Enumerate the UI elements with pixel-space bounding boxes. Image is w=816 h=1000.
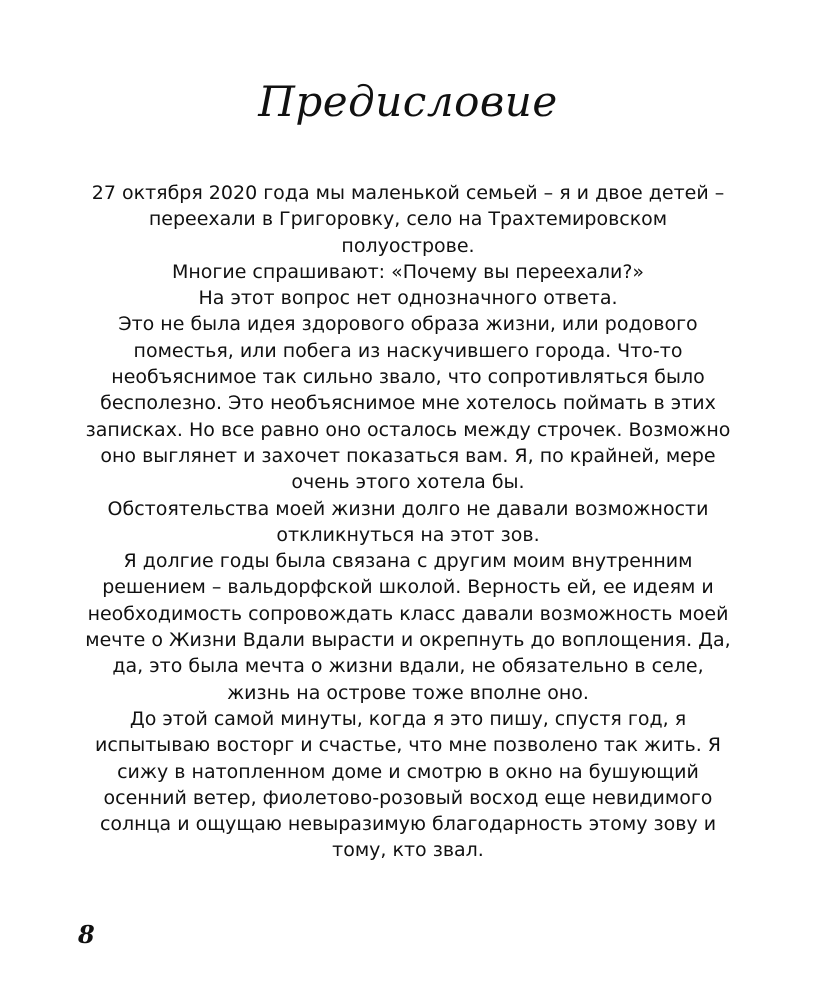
paragraph-no-answer: На этот вопрос нет однозначного ответа. [198, 287, 618, 310]
page-title: Предисловие [258, 77, 558, 126]
paragraph-question: Многие спрашивают: «Почему вы переехали?» [171, 260, 645, 283]
body-text [82, 180, 734, 864]
paragraph-gratitude: До этой самой минуты, когда я это пишу, спустя год, я испытываю восторг и счастье, что мне позволено так жить. Я сижу в натопленном доме и смотрю в окно на бушующий осенний ветер, фиолетово-розовый восход еще невидимого солнца и ощущаю невыразимую благодарность этому зову и тому, кто звал. [95, 707, 721, 862]
paragraph-move: 27 октября 2020 года мы маленькой семьей – я и двое детей – переехали в Григоровку, село на Трахтемировском полуострове. [91, 182, 725, 257]
paragraph-waldorf: Я долгие годы была связана с другим моим внутренним решением – вальдорфской школой. Верность ей, ее идеям и необходимость сопровождать класс давали возможность моей мечте о Жизни Вдали вырасти и окрепнуть до воплощения. Да, да, это была мечта о жизни вдали, не обязательно в селе, жизнь на острове тоже вполне оно. [85, 550, 731, 704]
paragraph-circumstances: Обстоятельства моей жизни долго не давали возможности откликнуться на этот зов. [107, 497, 709, 546]
page-number: 8 [78, 920, 95, 949]
paragraph-unexplainable: Это не была идея здорового образа жизни, или родового поместья, или побега из наскучившего города. Что-то необъяснимое так сильно звало, что сопротивляться было бесполезно. Это необъяснимое мне хотелось поймать в этих записках. Но все равно оно осталось между строчек. Возможно оно выглянет и захочет показаться вам. Я, по крайней, мере очень этого хотела бы. [85, 313, 731, 494]
